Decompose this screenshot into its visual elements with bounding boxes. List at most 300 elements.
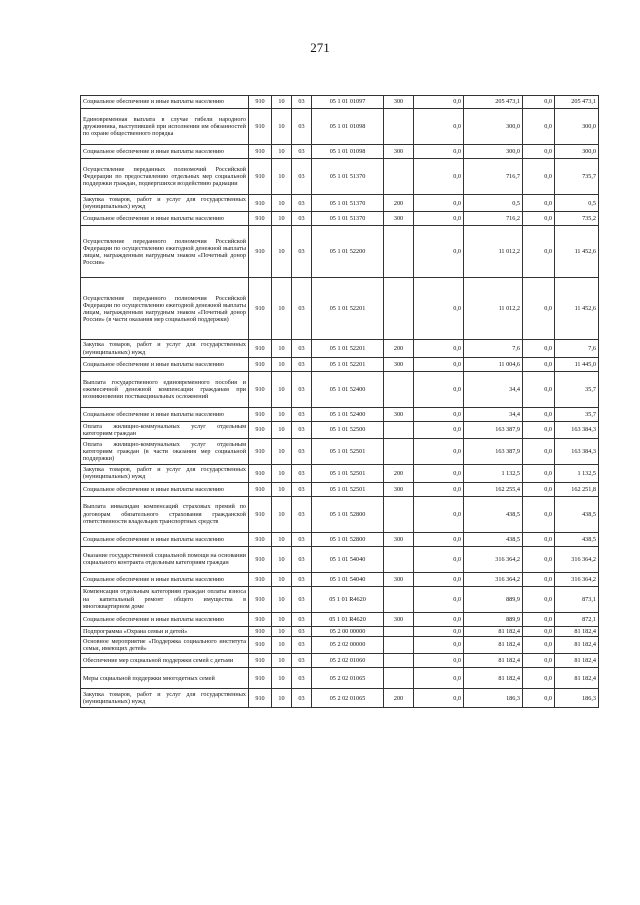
row-expense-code [384, 654, 414, 668]
row-subsection-code: 03 [292, 532, 312, 546]
row-amount-3: 0,0 [523, 636, 555, 653]
row-target-code: 05 1 01 51370 [312, 212, 384, 226]
row-subsection-code: 03 [292, 357, 312, 371]
row-admin-code: 910 [249, 689, 272, 708]
row-admin-code: 910 [249, 572, 272, 586]
row-name: Обеспечение мер социальной поддержки семей с детьми [81, 654, 249, 668]
row-amount-3: 0,0 [523, 278, 555, 340]
row-amount-4: 735,7 [555, 159, 599, 195]
row-admin-code: 910 [249, 482, 272, 496]
table-row [81, 159, 599, 195]
row-section-code: 10 [272, 109, 292, 145]
row-admin-code: 910 [249, 532, 272, 546]
row-expense-code [384, 159, 414, 195]
row-subsection-code: 03 [292, 636, 312, 653]
row-subsection-code: 03 [292, 212, 312, 226]
row-target-code: 05 1 01 52800 [312, 532, 384, 546]
row-amount-2: 81 182,4 [464, 636, 523, 653]
row-name: Выплата инвалидам компенсаций страховых премий по договорам обязательного страхования гражданской ответственности владельцев транспортных средств [81, 496, 249, 532]
row-amount-2: 34,4 [464, 371, 523, 407]
row-amount-2: 316 364,2 [464, 546, 523, 572]
row-subsection-code: 03 [292, 689, 312, 708]
row-section-code: 10 [272, 668, 292, 689]
row-amount-2: 300,0 [464, 145, 523, 159]
row-subsection-code: 03 [292, 572, 312, 586]
budget-table [80, 95, 599, 708]
row-amount-3: 0,0 [523, 612, 555, 626]
row-subsection-code: 03 [292, 626, 312, 636]
row-section-code: 10 [272, 212, 292, 226]
row-amount-1: 0,0 [414, 407, 464, 421]
row-section-code: 10 [272, 626, 292, 636]
row-section-code: 10 [272, 371, 292, 407]
row-admin-code: 910 [249, 636, 272, 653]
row-expense-code: 200 [384, 340, 414, 357]
row-target-code: 05 1 01 52500 [312, 421, 384, 438]
row-admin-code: 910 [249, 195, 272, 212]
row-subsection-code: 03 [292, 159, 312, 195]
row-amount-1: 0,0 [414, 612, 464, 626]
table-row [81, 407, 599, 421]
row-amount-3: 0,0 [523, 96, 555, 109]
row-amount-3: 0,0 [523, 465, 555, 482]
row-amount-4: 11 452,6 [555, 226, 599, 278]
row-section-code: 10 [272, 482, 292, 496]
row-amount-3: 0,0 [523, 371, 555, 407]
row-target-code: 05 1 01 52501 [312, 465, 384, 482]
row-name: Закупка товаров, работ и услуг для государственных (муниципальных) нужд [81, 340, 249, 357]
row-amount-3: 0,0 [523, 572, 555, 586]
budget-table-body [81, 96, 599, 708]
row-amount-3: 0,0 [523, 626, 555, 636]
row-amount-3: 0,0 [523, 421, 555, 438]
row-amount-2: 81 182,4 [464, 654, 523, 668]
row-amount-4: 186,3 [555, 689, 599, 708]
row-amount-4: 7,6 [555, 340, 599, 357]
row-amount-1: 0,0 [414, 689, 464, 708]
row-amount-4: 205 473,1 [555, 96, 599, 109]
row-admin-code: 910 [249, 586, 272, 612]
row-subsection-code: 03 [292, 586, 312, 612]
row-amount-4: 438,5 [555, 496, 599, 532]
row-amount-1: 0,0 [414, 195, 464, 212]
row-expense-code [384, 439, 414, 465]
row-amount-4: 438,5 [555, 532, 599, 546]
row-expense-code [384, 278, 414, 340]
row-target-code: 05 1 01 52800 [312, 496, 384, 532]
row-subsection-code: 03 [292, 654, 312, 668]
row-amount-2: 186,3 [464, 689, 523, 708]
row-section-code: 10 [272, 612, 292, 626]
row-amount-3: 0,0 [523, 439, 555, 465]
table-row [81, 626, 599, 636]
row-amount-2: 163 387,9 [464, 421, 523, 438]
row-target-code: 05 1 01 R4620 [312, 612, 384, 626]
row-amount-3: 0,0 [523, 407, 555, 421]
row-admin-code: 910 [249, 612, 272, 626]
row-amount-1: 0,0 [414, 626, 464, 636]
row-amount-1: 0,0 [414, 371, 464, 407]
row-amount-4: 81 182,4 [555, 668, 599, 689]
row-amount-1: 0,0 [414, 421, 464, 438]
row-admin-code: 910 [249, 654, 272, 668]
row-amount-2: 438,5 [464, 496, 523, 532]
row-name: Закупка товаров, работ и услуг для государственных (муниципальных) нужд [81, 195, 249, 212]
row-target-code: 05 1 01 54040 [312, 572, 384, 586]
row-amount-2: 11 012,2 [464, 278, 523, 340]
row-target-code: 05 2 02 01065 [312, 668, 384, 689]
table-row [81, 212, 599, 226]
row-amount-3: 0,0 [523, 195, 555, 212]
row-expense-code: 200 [384, 195, 414, 212]
table-row [81, 226, 599, 278]
table-row [81, 421, 599, 438]
row-expense-code [384, 626, 414, 636]
row-name: Подпрограмма «Охрана семьи и детей» [81, 626, 249, 636]
table-row [81, 109, 599, 145]
row-amount-3: 0,0 [523, 496, 555, 532]
table-row [81, 689, 599, 708]
row-admin-code: 910 [249, 668, 272, 689]
row-amount-4: 81 182,4 [555, 654, 599, 668]
table-row [81, 572, 599, 586]
row-name: Социальное обеспечение и иные выплаты населению [81, 96, 249, 109]
row-name: Компенсация отдельным категориям граждан оплаты взноса на капитальный ремонт общего имущества в многоквартирном доме [81, 586, 249, 612]
row-section-code: 10 [272, 689, 292, 708]
row-amount-3: 0,0 [523, 482, 555, 496]
table-row [81, 357, 599, 371]
row-admin-code: 910 [249, 421, 272, 438]
row-amount-4: 316 364,2 [555, 572, 599, 586]
row-name: Меры социальной поддержки многодетных семей [81, 668, 249, 689]
row-amount-3: 0,0 [523, 226, 555, 278]
row-name: Основное мероприятие «Поддержка социального института семьи, имеющих детей» [81, 636, 249, 653]
row-amount-2: 1 132,5 [464, 465, 523, 482]
row-name: Оказание государственной социальной помощи на основании социального контракта отдельным категориям граждан [81, 546, 249, 572]
row-name: Социальное обеспечение и иные выплаты населению [81, 532, 249, 546]
table-row [81, 96, 599, 109]
row-target-code: 05 1 01 51370 [312, 195, 384, 212]
row-expense-code: 300 [384, 96, 414, 109]
table-row [81, 195, 599, 212]
row-name: Осуществление переданного полномочия Российской Федерации по осуществлению ежегодной денежной выплаты лицам, награжденным нагрудным знаком «Почетный донор России» [81, 226, 249, 278]
row-amount-4: 872,1 [555, 612, 599, 626]
row-name: Оплата жилищно-коммунальных услуг отдельным категориям граждан [81, 421, 249, 438]
row-expense-code: 300 [384, 357, 414, 371]
row-expense-code [384, 421, 414, 438]
row-target-code: 05 1 01 52400 [312, 407, 384, 421]
row-admin-code: 910 [249, 159, 272, 195]
row-amount-2: 438,5 [464, 532, 523, 546]
row-amount-1: 0,0 [414, 586, 464, 612]
row-section-code: 10 [272, 278, 292, 340]
row-target-code: 05 1 01 01098 [312, 145, 384, 159]
row-section-code: 10 [272, 465, 292, 482]
row-amount-3: 0,0 [523, 586, 555, 612]
row-amount-1: 0,0 [414, 278, 464, 340]
row-expense-code [384, 226, 414, 278]
row-amount-2: 11 012,2 [464, 226, 523, 278]
row-section-code: 10 [272, 546, 292, 572]
row-name: Социальное обеспечение и иные выплаты населению [81, 612, 249, 626]
row-name: Социальное обеспечение и иные выплаты населению [81, 212, 249, 226]
row-amount-1: 0,0 [414, 96, 464, 109]
row-name: Выплата государственного единовременного пособия и ежемесячной денежной компенсации гражданам при возникновении поствакцинальных осложнений [81, 371, 249, 407]
row-name: Социальное обеспечение и иные выплаты населению [81, 482, 249, 496]
row-subsection-code: 03 [292, 668, 312, 689]
table-row [81, 496, 599, 532]
row-amount-4: 81 182,4 [555, 636, 599, 653]
row-subsection-code: 03 [292, 371, 312, 407]
table-row [81, 546, 599, 572]
row-expense-code: 300 [384, 612, 414, 626]
row-name: Закупка товаров, работ и услуг для государственных (муниципальных) нужд [81, 689, 249, 708]
row-amount-2: 163 387,9 [464, 439, 523, 465]
row-subsection-code: 03 [292, 612, 312, 626]
row-admin-code: 910 [249, 357, 272, 371]
row-section-code: 10 [272, 407, 292, 421]
row-expense-code [384, 371, 414, 407]
row-amount-1: 0,0 [414, 212, 464, 226]
row-amount-1: 0,0 [414, 668, 464, 689]
row-amount-2: 316 364,2 [464, 572, 523, 586]
row-subsection-code: 03 [292, 496, 312, 532]
row-admin-code: 910 [249, 407, 272, 421]
row-name: Единовременная выплата в случае гибели народного дружинника, выступившей при исполнении им обязанностей по охране общественного порядка [81, 109, 249, 145]
row-subsection-code: 03 [292, 96, 312, 109]
row-amount-3: 0,0 [523, 689, 555, 708]
row-admin-code: 910 [249, 371, 272, 407]
row-section-code: 10 [272, 226, 292, 278]
row-target-code: 05 1 01 52501 [312, 482, 384, 496]
row-amount-3: 0,0 [523, 340, 555, 357]
row-amount-1: 0,0 [414, 357, 464, 371]
row-amount-3: 0,0 [523, 654, 555, 668]
row-target-code: 05 2 00 00000 [312, 626, 384, 636]
row-amount-3: 0,0 [523, 357, 555, 371]
row-target-code: 05 1 01 52501 [312, 439, 384, 465]
row-target-code: 05 1 01 52400 [312, 371, 384, 407]
table-row [81, 278, 599, 340]
row-subsection-code: 03 [292, 482, 312, 496]
row-name: Осуществление переданных полномочий Российской Федерации по предоставлению отдельных мер социальной поддержки граждан, подвергшихся воздействию радиации [81, 159, 249, 195]
row-target-code: 05 1 01 R4620 [312, 586, 384, 612]
row-subsection-code: 03 [292, 109, 312, 145]
table-row [81, 465, 599, 482]
table-row [81, 439, 599, 465]
row-expense-code [384, 109, 414, 145]
row-amount-1: 0,0 [414, 439, 464, 465]
row-admin-code: 910 [249, 96, 272, 109]
row-expense-code: 300 [384, 145, 414, 159]
row-target-code: 05 1 01 01097 [312, 96, 384, 109]
row-amount-1: 0,0 [414, 465, 464, 482]
row-name: Оплата жилищно-коммунальных услуг отдельным категориям граждан (в части оказания мер социальной поддержки) [81, 439, 249, 465]
row-target-code: 05 1 01 54040 [312, 546, 384, 572]
row-amount-1: 0,0 [414, 572, 464, 586]
row-subsection-code: 03 [292, 278, 312, 340]
row-amount-2: 7,6 [464, 340, 523, 357]
page-number: 271 [310, 40, 330, 55]
row-expense-code: 300 [384, 212, 414, 226]
row-amount-4: 162 251,8 [555, 482, 599, 496]
row-amount-4: 735,2 [555, 212, 599, 226]
row-target-code: 05 1 01 52200 [312, 226, 384, 278]
row-amount-1: 0,0 [414, 496, 464, 532]
row-name: Социальное обеспечение и иные выплаты населению [81, 145, 249, 159]
row-amount-4: 35,7 [555, 407, 599, 421]
row-amount-4: 1 132,5 [555, 465, 599, 482]
row-section-code: 10 [272, 96, 292, 109]
row-expense-code: 300 [384, 532, 414, 546]
row-admin-code: 910 [249, 496, 272, 532]
row-admin-code: 910 [249, 226, 272, 278]
row-amount-4: 35,7 [555, 371, 599, 407]
row-admin-code: 910 [249, 340, 272, 357]
row-admin-code: 910 [249, 212, 272, 226]
row-amount-4: 316 364,2 [555, 546, 599, 572]
table-row [81, 482, 599, 496]
row-amount-2: 162 255,4 [464, 482, 523, 496]
row-amount-2: 11 004,6 [464, 357, 523, 371]
row-amount-2: 716,7 [464, 159, 523, 195]
row-section-code: 10 [272, 636, 292, 653]
row-target-code: 05 1 01 52201 [312, 278, 384, 340]
row-name: Социальное обеспечение и иные выплаты населению [81, 407, 249, 421]
row-target-code: 05 2 02 01065 [312, 689, 384, 708]
row-section-code: 10 [272, 654, 292, 668]
row-amount-4: 0,5 [555, 195, 599, 212]
row-admin-code: 910 [249, 109, 272, 145]
row-amount-4: 163 384,3 [555, 439, 599, 465]
row-amount-2: 716,2 [464, 212, 523, 226]
row-section-code: 10 [272, 145, 292, 159]
row-subsection-code: 03 [292, 226, 312, 278]
row-amount-3: 0,0 [523, 145, 555, 159]
row-amount-2: 81 182,4 [464, 668, 523, 689]
row-expense-code [384, 496, 414, 532]
row-amount-3: 0,0 [523, 159, 555, 195]
row-expense-code [384, 668, 414, 689]
row-subsection-code: 03 [292, 465, 312, 482]
row-section-code: 10 [272, 195, 292, 212]
row-subsection-code: 03 [292, 546, 312, 572]
row-amount-4: 81 182,4 [555, 626, 599, 636]
row-subsection-code: 03 [292, 421, 312, 438]
row-admin-code: 910 [249, 278, 272, 340]
row-amount-4: 11 452,6 [555, 278, 599, 340]
row-amount-1: 0,0 [414, 109, 464, 145]
row-section-code: 10 [272, 496, 292, 532]
row-amount-2: 889,9 [464, 612, 523, 626]
row-expense-code: 200 [384, 465, 414, 482]
row-amount-4: 300,0 [555, 109, 599, 145]
row-name: Осуществление переданного полномочия Российской Федерации по осуществлению ежегодной денежной выплаты лицам, награжденным нагрудным знаком «Почетный донор России» (в части оказания мер социальной поддержки) [81, 278, 249, 340]
row-section-code: 10 [272, 340, 292, 357]
row-amount-2: 0,5 [464, 195, 523, 212]
row-subsection-code: 03 [292, 439, 312, 465]
row-admin-code: 910 [249, 145, 272, 159]
table-row [81, 340, 599, 357]
table-row [81, 145, 599, 159]
row-amount-2: 300,0 [464, 109, 523, 145]
row-target-code: 05 1 01 51370 [312, 159, 384, 195]
row-amount-3: 0,0 [523, 212, 555, 226]
row-subsection-code: 03 [292, 340, 312, 357]
table-row [81, 668, 599, 689]
row-expense-code: 300 [384, 482, 414, 496]
row-section-code: 10 [272, 357, 292, 371]
row-amount-1: 0,0 [414, 482, 464, 496]
row-expense-code [384, 636, 414, 653]
row-admin-code: 910 [249, 546, 272, 572]
row-target-code: 05 2 02 00000 [312, 636, 384, 653]
table-row [81, 654, 599, 668]
row-expense-code [384, 586, 414, 612]
row-amount-1: 0,0 [414, 636, 464, 653]
table-row [81, 371, 599, 407]
row-target-code: 05 1 01 52201 [312, 340, 384, 357]
row-amount-4: 163 384,3 [555, 421, 599, 438]
row-amount-4: 873,1 [555, 586, 599, 612]
row-amount-2: 34,4 [464, 407, 523, 421]
table-row [81, 612, 599, 626]
row-amount-3: 0,0 [523, 546, 555, 572]
table-row [81, 586, 599, 612]
row-amount-2: 889,9 [464, 586, 523, 612]
row-section-code: 10 [272, 159, 292, 195]
row-expense-code: 200 [384, 689, 414, 708]
row-section-code: 10 [272, 421, 292, 438]
row-amount-3: 0,0 [523, 668, 555, 689]
row-amount-2: 81 182,4 [464, 626, 523, 636]
table-row [81, 532, 599, 546]
row-amount-2: 205 473,1 [464, 96, 523, 109]
row-admin-code: 910 [249, 626, 272, 636]
row-amount-1: 0,0 [414, 145, 464, 159]
row-amount-3: 0,0 [523, 109, 555, 145]
row-amount-1: 0,0 [414, 546, 464, 572]
row-name: Социальное обеспечение и иные выплаты населению [81, 357, 249, 371]
row-amount-1: 0,0 [414, 340, 464, 357]
row-section-code: 10 [272, 572, 292, 586]
row-name: Социальное обеспечение и иные выплаты населению [81, 572, 249, 586]
table-row [81, 636, 599, 653]
row-amount-1: 0,0 [414, 654, 464, 668]
row-target-code: 05 2 02 01060 [312, 654, 384, 668]
row-amount-4: 300,0 [555, 145, 599, 159]
row-section-code: 10 [272, 439, 292, 465]
row-expense-code: 300 [384, 407, 414, 421]
row-section-code: 10 [272, 586, 292, 612]
row-expense-code: 300 [384, 572, 414, 586]
row-admin-code: 910 [249, 439, 272, 465]
row-amount-4: 11 445,0 [555, 357, 599, 371]
row-section-code: 10 [272, 532, 292, 546]
row-target-code: 05 1 01 52201 [312, 357, 384, 371]
row-name: Закупка товаров, работ и услуг для государственных (муниципальных) нужд [81, 465, 249, 482]
row-expense-code [384, 546, 414, 572]
row-subsection-code: 03 [292, 145, 312, 159]
row-amount-3: 0,0 [523, 532, 555, 546]
row-amount-1: 0,0 [414, 159, 464, 195]
row-amount-1: 0,0 [414, 226, 464, 278]
row-admin-code: 910 [249, 465, 272, 482]
row-amount-1: 0,0 [414, 532, 464, 546]
row-subsection-code: 03 [292, 407, 312, 421]
row-target-code: 05 1 01 01098 [312, 109, 384, 145]
row-subsection-code: 03 [292, 195, 312, 212]
